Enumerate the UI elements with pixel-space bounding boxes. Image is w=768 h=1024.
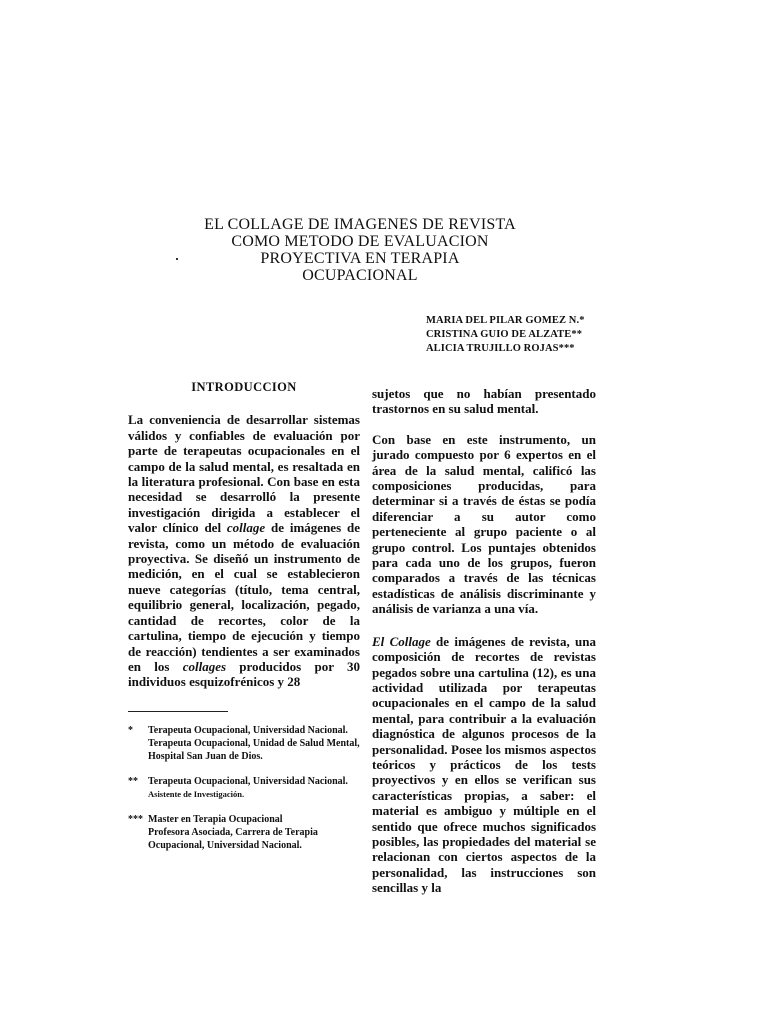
footnote (128, 775, 360, 801)
author-name: ALICIA TRUJILLO ROJAS*** (426, 343, 575, 354)
print-speck (176, 258, 178, 260)
footnote-line: Master en Terapia Ocupacional (148, 814, 283, 825)
footnote-mark: ** (128, 776, 138, 787)
section-heading: INTRODUCCION (191, 380, 297, 394)
footnote (128, 724, 360, 763)
paragraph: sujetos que no habían presentado trastornos en su salud mental. (372, 386, 596, 417)
footnote-line: Profesora Asociada, Carrera de Terapia Ocupacional, Universidad Nacional. (148, 827, 318, 851)
footnote-line: Terapeuta Ocupacional, Universidad Nacional. (148, 776, 348, 787)
footnote-line: Asistente de Investigación. (148, 789, 245, 799)
author-name: CRISTINA GUIO DE ALZATE** (426, 329, 583, 340)
footnote-line: Terapeuta Ocupacional, Unidad de Salud Mental, Hospital San Juan de Dios. (148, 738, 360, 762)
footnote-line: Terapeuta Ocupacional, Universidad Nacional. (148, 725, 348, 736)
footnote (128, 813, 360, 852)
left-column (128, 380, 360, 690)
right-column (372, 386, 596, 896)
paragraph: Con base en este instrumento, un jurado compuesto por 6 expertos en el área de la salud mental, calificó las composiciones producidas, para determinar si a través de éstas se podía diferenciar a su autor como perteneciente al grupo paciente o al grupo control. Los puntajes obtenidos para cada uno de los grupos, fueron comparados a través de las técnicas estadísticas de análisis discriminante y análisis de varianza a una vía. (372, 431, 596, 617)
paragraph: La conveniencia de desarrollar sistemas válidos y confiables de evaluación por parte de terapeutas ocupacionales en el campo de la salud mental, es resaltada en la literatura profesional. Con base en esta necesidad se desarrolló la presente investigación dirigida a establecer el valor clínico del collage de imágenes de revista, como un método de evaluación proyectiva. Se diseñó un instrumento de medición, en el cual se establecieron nueve categorías (título, tema central, equilibrio general, localización, pegado, cantidad de recortes, color de la cartulina, tiempo de ejecución y tiempo de reacción) tendientes a ser examinados en los collages producidos por 30 individuos esquizofrénicos y 28 (128, 412, 360, 690)
footnote-mark: * (128, 725, 133, 736)
footnotes (128, 724, 360, 852)
title-line: PROYECTIVA EN TERAPIA (260, 250, 460, 267)
article-title (180, 216, 540, 284)
footnote-mark: *** (128, 814, 143, 825)
title-line: COMO METODO DE EVALUACION (231, 233, 489, 250)
paragraph: El Collage de imágenes de revista, una composición de recortes de revistas pegados sobre una cartulina (12), es una actividad utilizada por terapeutas ocupacionales en el campo de la salud mental, para contribuir a la evaluación diagnóstica de algunos procesos de la personalidad. Posee los mismos aspectos teóricos y prácticos de los tests proyectivos y en ellos se verifican sus características propias, a saber: el material es ambiguo y múltiple en el sentido que ofrece muchos significados posibles, las propiedades del material se relacionan con ciertos aspectos de la personalidad, las instrucciones son sencillas y la (372, 633, 596, 896)
footnote-rule (128, 711, 228, 712)
author-name: MARIA DEL PILAR GOMEZ N.* (426, 315, 585, 326)
title-line: EL COLLAGE DE IMAGENES DE REVISTA (204, 216, 516, 233)
author-list (426, 314, 726, 356)
title-line: OCUPACIONAL (302, 267, 418, 284)
